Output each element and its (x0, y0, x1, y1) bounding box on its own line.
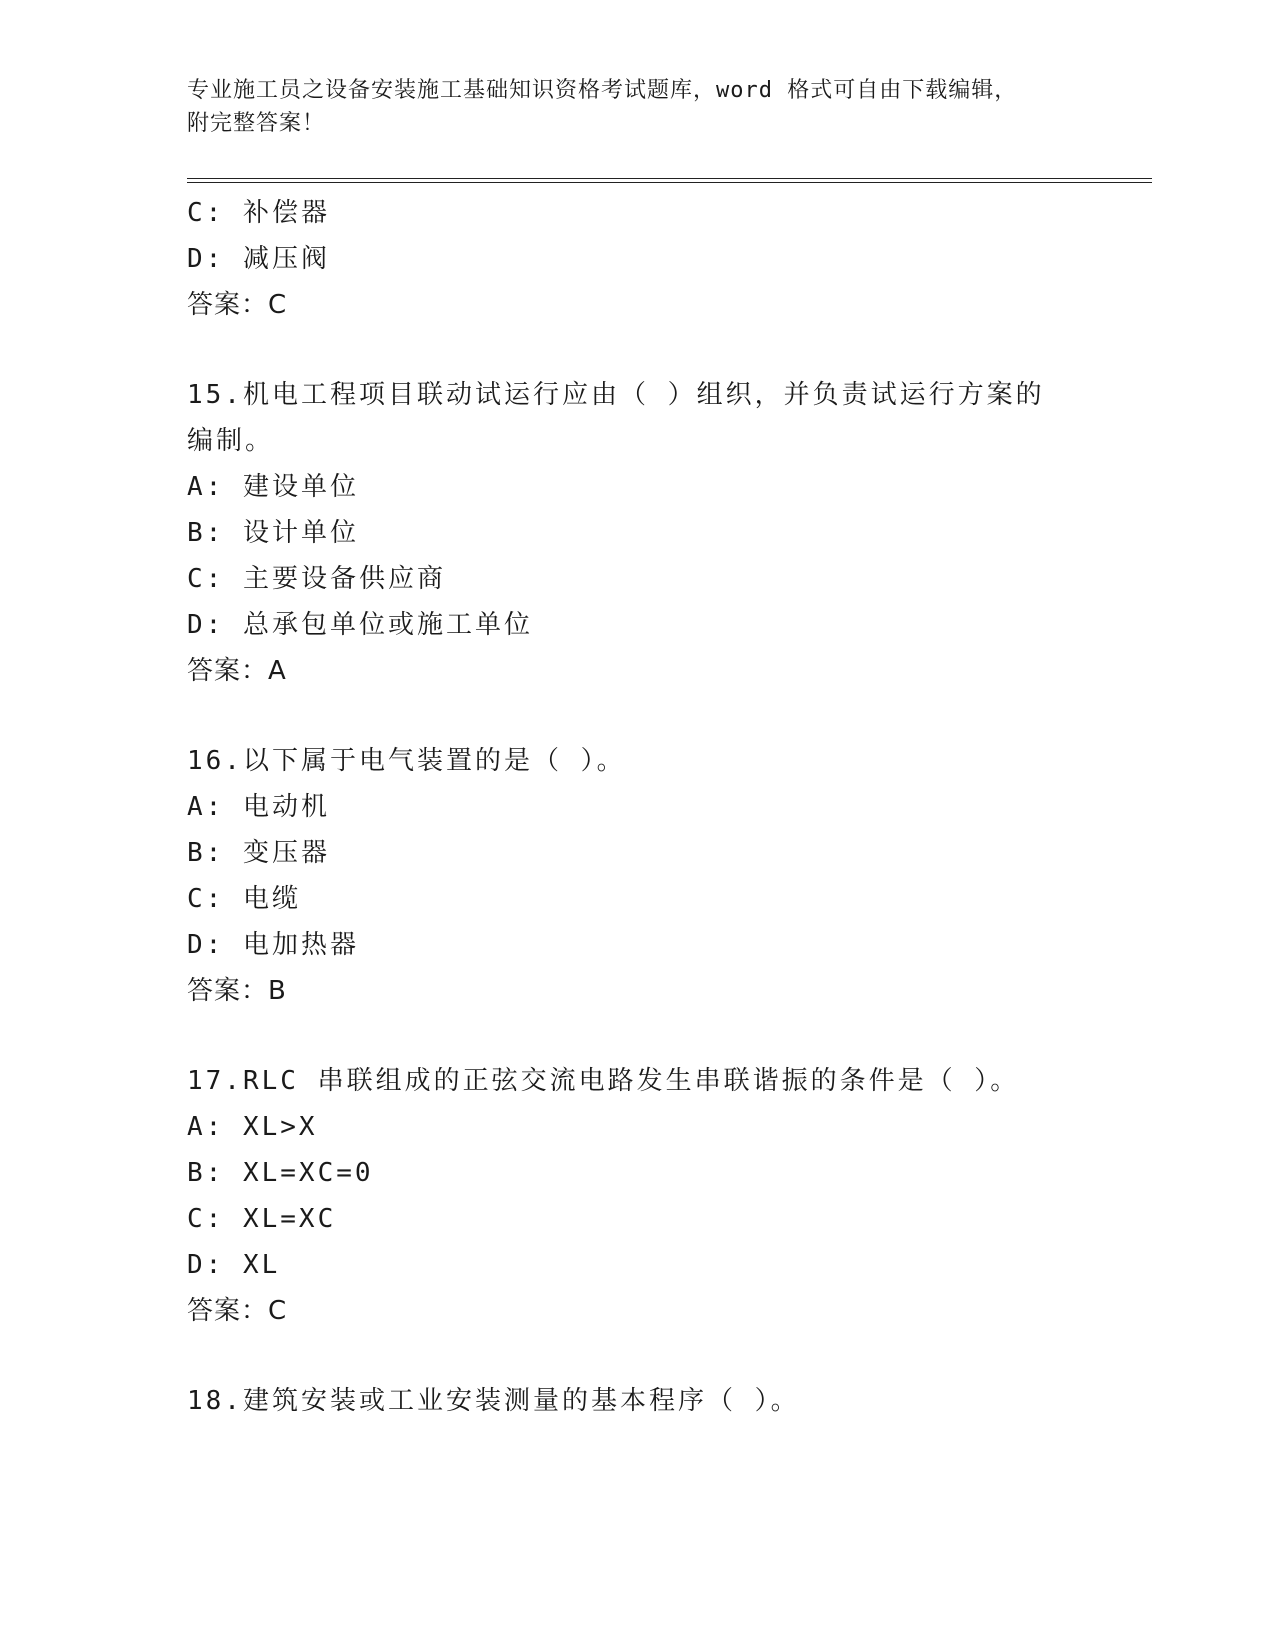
spacer (187, 328, 1087, 372)
question-text: 18.建筑安装或工业安装测量的基本程序（ ）。 (187, 1386, 800, 1416)
option-a: A: XL>X (187, 1112, 318, 1142)
option-a: A: 电动机 (187, 792, 330, 822)
option-d: D: XL (187, 1250, 281, 1280)
option-d: D: 总承包单位或施工单位 (187, 610, 533, 640)
question-15 (187, 372, 1087, 694)
option-b: B: XL=XC=0 (187, 1158, 374, 1188)
option-c: C: XL=XC (187, 1204, 337, 1234)
option-c: C: 补偿器 (187, 198, 330, 228)
question-18 (187, 1378, 1087, 1424)
header-divider-bottom (187, 182, 1152, 183)
question-text: 15.机电工程项目联动试运行应由（ ）组织，并负责试运行方案的编制。 (187, 380, 1045, 456)
option-d: D: 电加热器 (187, 930, 359, 960)
option-c: C: 电缆 (187, 884, 301, 914)
question-16 (187, 738, 1087, 1014)
question-text: 17.RLC 串联组成的正弦交流电路发生串联谐振的条件是（ ）。 (187, 1066, 1020, 1096)
option-d: D: 减压阀 (187, 244, 330, 274)
option-b: B: 变压器 (187, 838, 330, 868)
answer-line: 答案：B (187, 976, 287, 1006)
option-c: C: 主要设备供应商 (187, 564, 446, 594)
answer-line: 答案：C (187, 1296, 288, 1326)
question-list (187, 190, 1087, 1424)
option-b: B: 设计单位 (187, 518, 359, 548)
header-title-line1: 专业施工员之设备安装施工基础知识资格考试题库，word 格式可自由下载编辑， (187, 78, 1018, 103)
document-header (187, 74, 1087, 140)
answer-line: 答案：A (187, 656, 287, 686)
question-text: 16.以下属于电气装置的是（ ）。 (187, 746, 626, 776)
spacer (187, 694, 1087, 738)
spacer (187, 1014, 1087, 1058)
option-a: A: 建设单位 (187, 472, 359, 502)
spacer (187, 1334, 1087, 1378)
header-title-line2: 附完整答案！ (187, 111, 326, 136)
answer-line: 答案：C (187, 290, 288, 320)
header-divider-top (187, 178, 1152, 179)
question-17 (187, 1058, 1087, 1334)
question-14 (187, 190, 1087, 328)
